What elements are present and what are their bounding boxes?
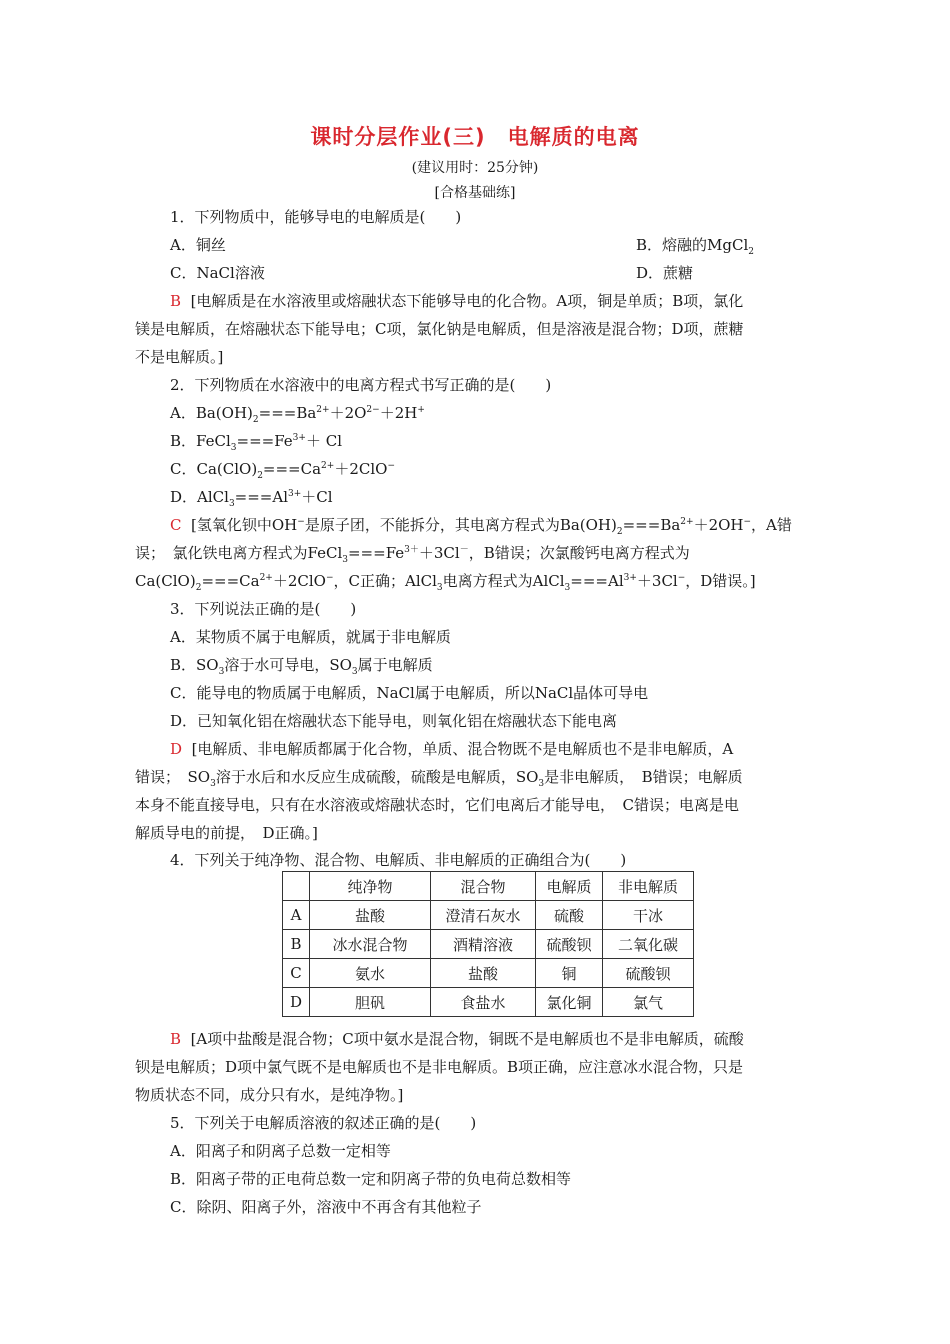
q2-option-b: B．$FeCl_3===Fe^{3+}+ Cl$ — [170, 432, 342, 453]
q2-option-d: D．$AlCl_3===Al^{3+}+Cl$ — [170, 488, 333, 509]
table-header-cell: 混合物 — [431, 872, 536, 901]
q2-option-c: C．$Ca(ClO)_2===Ca^{2+}+2ClO^-$ — [170, 460, 395, 481]
q1-option-a: A．铜丝 — [170, 236, 226, 254]
q4-explanation-line3: 物质状态不同，成分只有水，是纯净物。] — [135, 1086, 404, 1104]
q4-explanation-line2: 钡是电解质；D项中氯气既不是电解质也不是非电解质。B项正确，应注意冰水混合物，只是 — [135, 1058, 744, 1076]
table-row: B 冰水混合物 酒精溶液 硫酸钡 二氧化碳 — [283, 930, 694, 959]
table-header-cell: 纯净物 — [310, 872, 431, 901]
question-1-options-row1 — [170, 234, 850, 255]
q1-explanation-line3: 不是电解质。] — [135, 348, 224, 366]
q3-option-b: B．$SO_3$溶于水可导电，$SO_3$属于电解质 — [170, 656, 433, 677]
q1-explanation-line2: 镁是电解质，在熔融状态下能导电；C项，氯化钠是电解质，但是溶液是混合物；D项，蔗糖 — [135, 320, 744, 338]
q1-option-d: D．蔗糖 — [636, 264, 694, 282]
table-header-row — [283, 872, 694, 901]
q1-answer: B — [170, 292, 182, 310]
q3-explanation-line4: 解质导电的前提， D正确。] — [135, 824, 318, 842]
q5-option-c: C．除阴、阳离子外，溶液中不再含有其他粒子 — [170, 1198, 482, 1216]
q2-answer: C — [170, 516, 182, 534]
question-2-stem: 2．下列物质在水溶液中的电离方程式书写正确的是( ) — [170, 376, 552, 394]
q5-option-a: A．阳离子和阴离子总数一定相等 — [170, 1142, 391, 1160]
q4-options-table — [282, 871, 694, 1017]
q3-option-c: C．能导电的物质属于电解质，NaCl属于电解质，所以NaCl晶体可导电 — [170, 684, 649, 702]
table-header-cell: 电解质 — [536, 872, 603, 901]
section-label: [合格基础练] — [434, 185, 516, 201]
page-title: 课时分层作业(三) 电解质的电离 — [310, 125, 640, 149]
q2-explanation-line1: C [氢氧化钡中OH−是原子团，不能拆分，其电离方程式为$Ba(OH)_2===Ba^{2+}+2OH^-$，A错 — [170, 516, 792, 537]
q3-explanation-line2: 错误； $SO_3$溶于水后和水反应生成硫酸，硫酸是电解质，$SO_3$是非电解质， B错误；电解质 — [135, 768, 743, 789]
question-5-stem: 5．下列关于电解质溶液的叙述正确的是( ) — [170, 1114, 477, 1132]
time-note: (建议用时：25分钟) — [411, 160, 539, 176]
q3-option-d: D．已知氧化铝在熔融状态下能导电，则氧化铝在熔融状态下能电离 — [170, 712, 618, 730]
q5-option-b: B．阳离子带的正电荷总数一定和阴离子带的负电荷总数相等 — [170, 1170, 572, 1188]
q2-explanation-line2: 误； 氯化铁电离方程式为$FeCl_3===Fe^{3+}+3Cl^-$，B错误；次氯酸钙电离方程式为 — [135, 544, 690, 565]
q2-option-a: A．$Ba(OH)_2===Ba^{2+}+2O^{2-}+2H^+$ — [170, 404, 425, 425]
q3-explanation-line1: D [电解质、非电解质都属于化合物，单质、混合物既不是电解质也不是非电解质，A — [170, 740, 734, 758]
q4-answer: B — [170, 1030, 182, 1048]
table-header-cell: 非电解质 — [603, 872, 694, 901]
q4-explanation-line1: B [A项中盐酸是混合物；C项中氨水是混合物，铜既不是电解质也不是非电解质，硫酸 — [170, 1030, 744, 1048]
table-row: A 盐酸 澄清石灰水 硫酸 干冰 — [283, 901, 694, 930]
table-row: C 氨水 盐酸 铜 硫酸钡 — [283, 959, 694, 988]
q3-option-a: A．某物质不属于电解质，就属于非电解质 — [170, 628, 451, 646]
question-1-options-row2 — [170, 262, 850, 283]
q1-option-c: C．NaCl溶液 — [170, 264, 265, 282]
table-row: D 胆矾 食盐水 氯化铜 氯气 — [283, 988, 694, 1017]
q3-explanation-line3: 本身不能直接导电，只有在水溶液或熔融状态时，它们电离后才能导电， C错误；电离是电 — [135, 796, 739, 814]
q1-explanation-line1: B [电解质是在水溶液里或熔融状态下能够导电的化合物。A项，铜是单质；B项，氯化 — [170, 292, 744, 310]
q3-answer: D — [170, 740, 183, 758]
q2-explanation-line3: $Ca(ClO)_2===Ca^{2+}+2ClO^-$，C正确；AlCl$_3$电离方程式为$AlCl_3===Al^{3+}+3Cl^-$，D错误。] — [135, 572, 756, 593]
question-3-stem: 3．下列说法正确的是( ) — [170, 600, 357, 618]
question-4-stem: 4．下列关于纯净物、混合物、电解质、非电解质的正确组合为( ) — [170, 851, 627, 869]
q1-option-b: B．熔融的MgCl$_2$ — [636, 236, 754, 257]
question-1-stem: 1．下列物质中，能够导电的电解质是( ) — [170, 208, 462, 226]
